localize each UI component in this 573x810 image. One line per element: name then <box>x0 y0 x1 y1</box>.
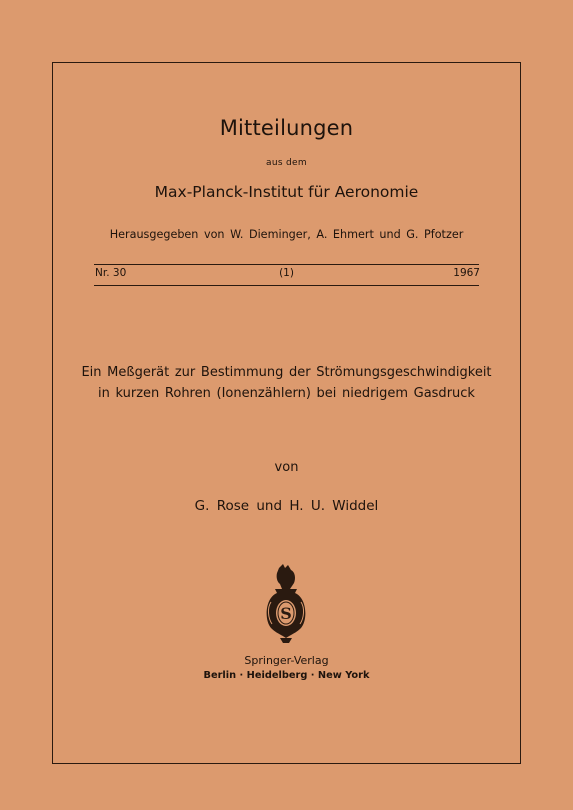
series-part: (1) <box>279 267 294 279</box>
institute-name: Max-Planck-Institut für Aeronomie <box>154 183 419 201</box>
springer-knight-logo-icon <box>261 562 311 644</box>
work-title-line-1: Ein Meßgerät zur Bestimmung der Strömungsgeschwindigkeit <box>81 365 492 380</box>
series-subtitle: aus dem <box>266 158 307 168</box>
series-number: Nr. 30 <box>95 267 127 279</box>
work-title-line-2: in kurzen Rohren (Ionenzählern) bei niedrigem Gasdruck <box>98 386 475 401</box>
top-rule <box>94 264 479 265</box>
series-year: 1967 <box>453 267 480 279</box>
publisher-name: Springer-Verlag <box>244 654 329 667</box>
by-label: von <box>274 460 299 475</box>
authors: G. Rose und H. U. Widdel <box>194 498 379 514</box>
series-title: Mitteilungen <box>219 116 354 140</box>
bottom-rule <box>94 285 479 286</box>
publisher-cities: Berlin · Heidelberg · New York <box>203 670 370 681</box>
editors-line: Herausgegeben von W. Dieminger, A. Ehmert und G. Pfotzer <box>109 228 464 241</box>
svg-text:S: S <box>280 604 292 623</box>
